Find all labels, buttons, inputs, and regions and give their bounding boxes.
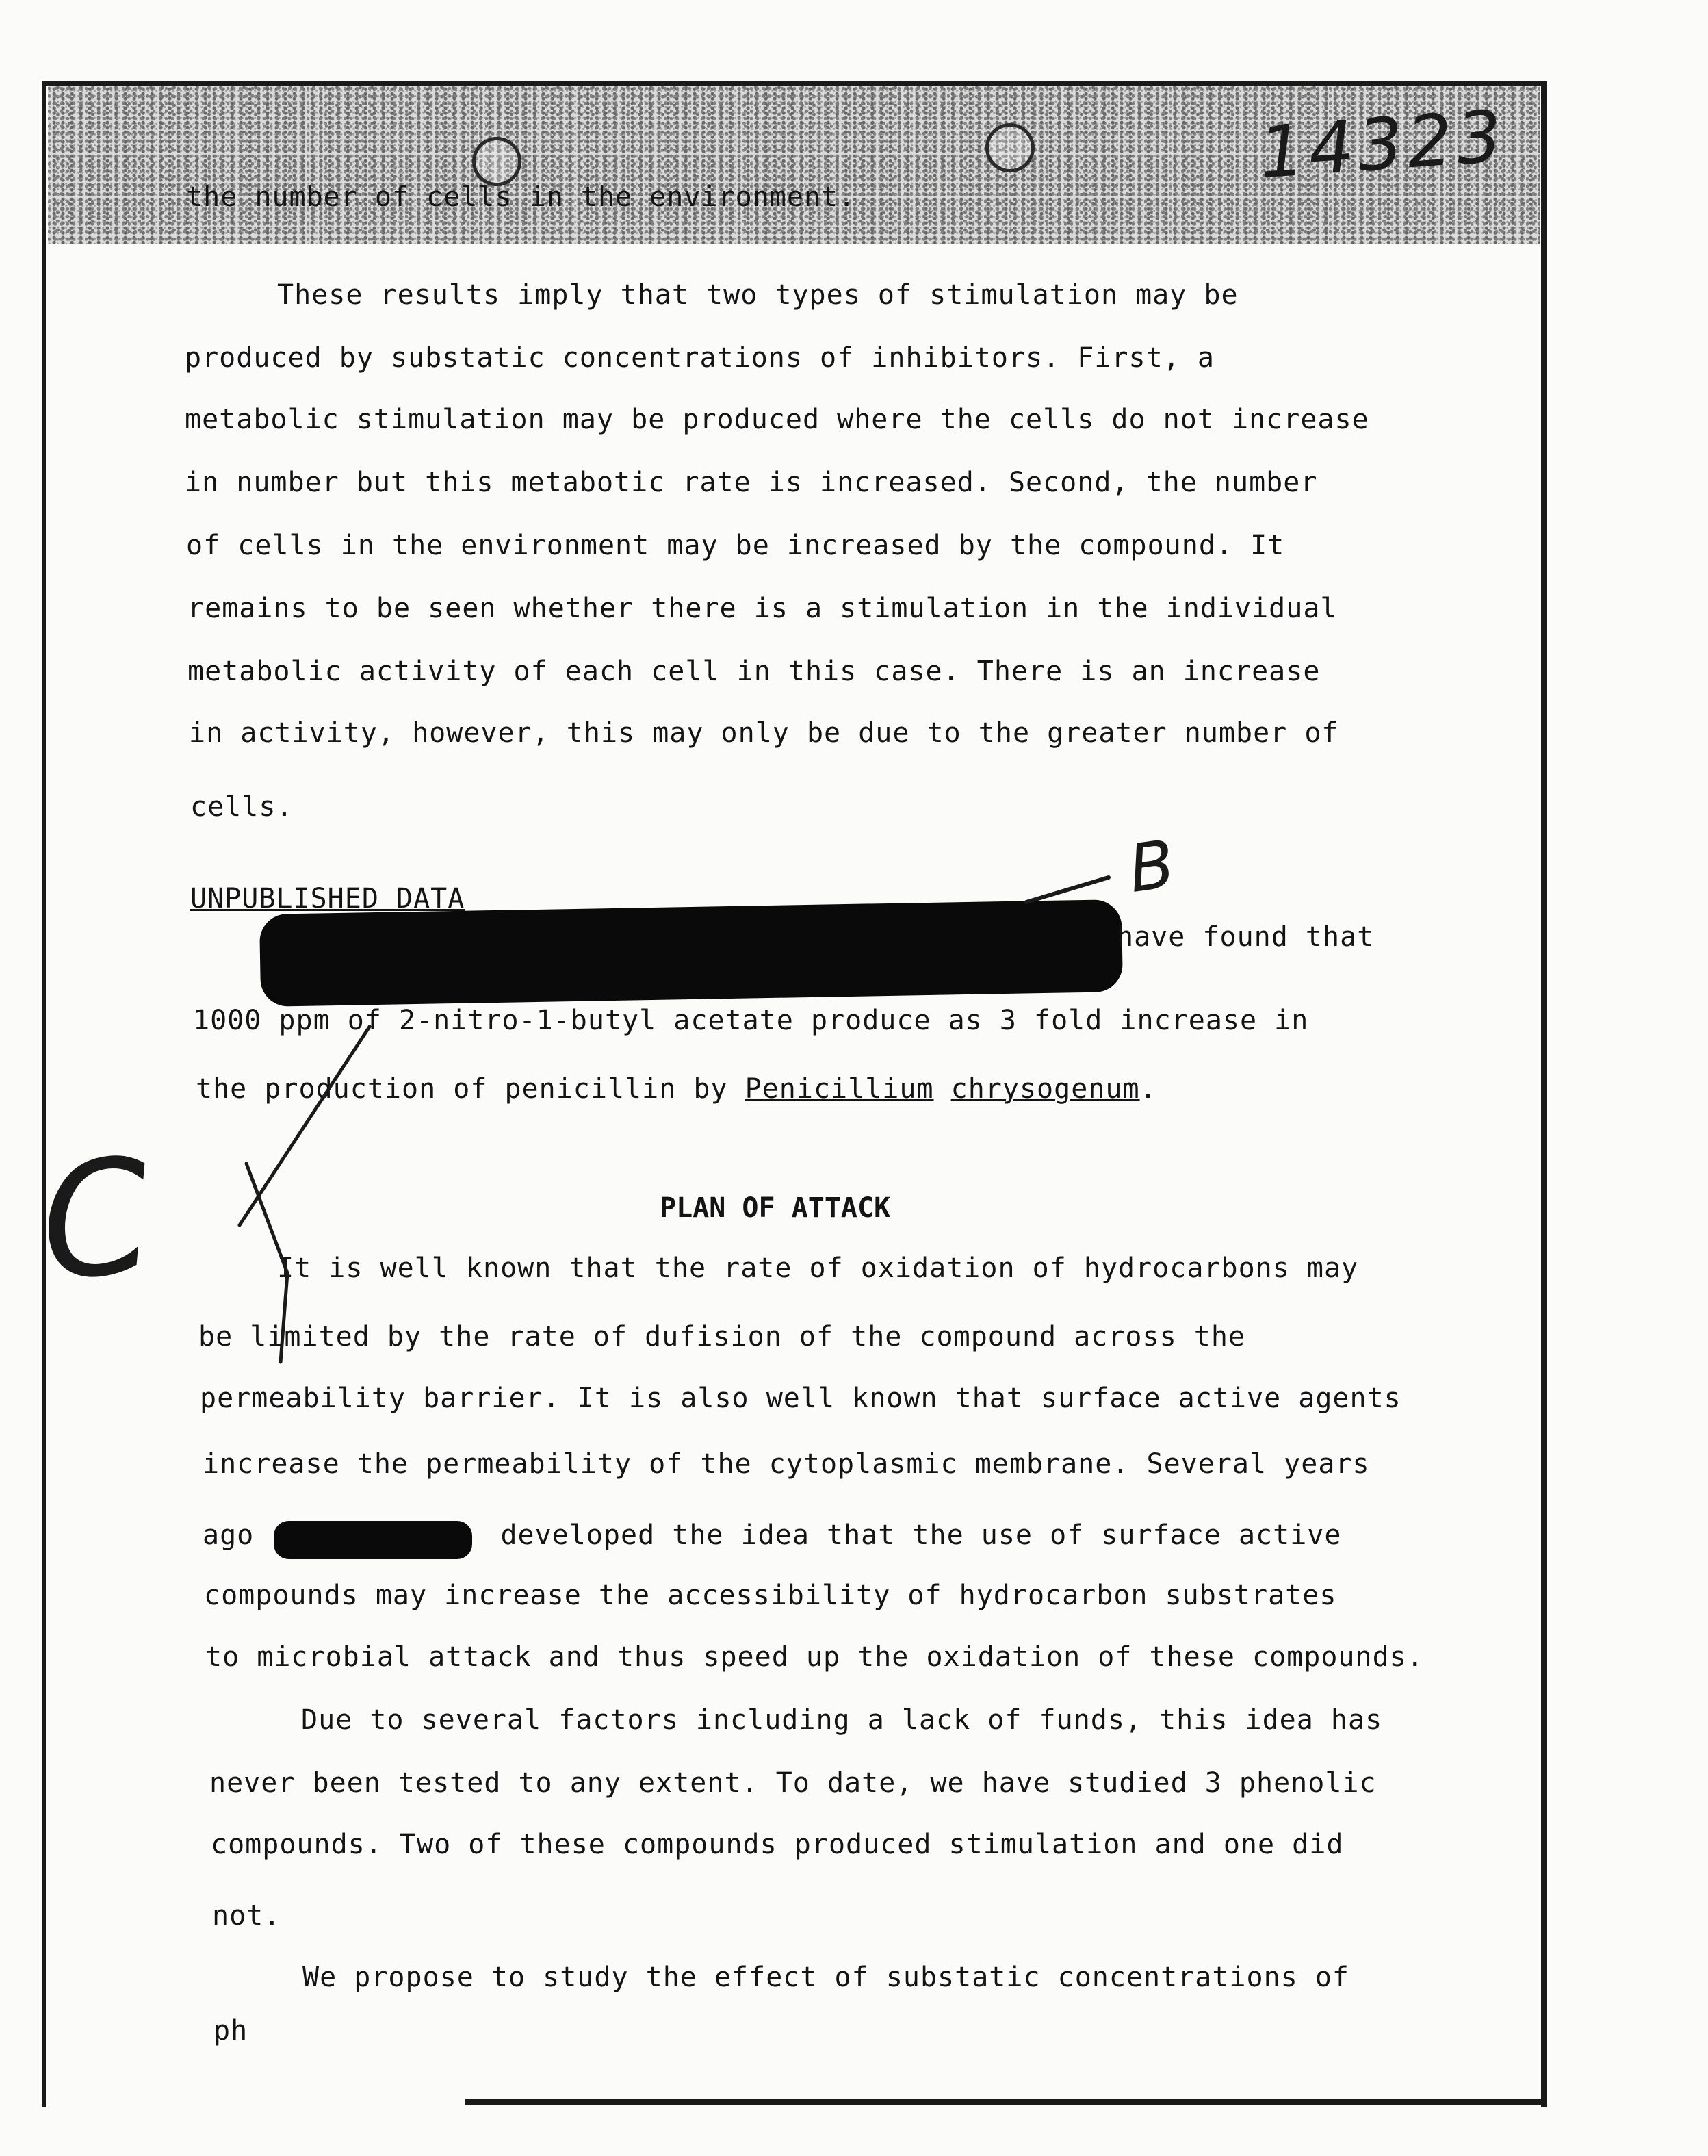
intro-line: the number of cells in the environment. [186, 181, 856, 213]
handwritten-reference-number: 14323 [1256, 94, 1509, 195]
plan-ago-word: ago [203, 1519, 255, 1551]
organism-genus: Penicillium [745, 1073, 934, 1105]
unpublished-line-3-prefix: the production of penicillin by [196, 1073, 745, 1105]
paragraph1-line-2: produced by substatic concentrations of inhibitors. First, a [185, 342, 1215, 374]
paragraph1-line-9: cells. [190, 791, 294, 823]
handwritten-letter-c: C [31, 1124, 161, 1318]
paragraph1-line-8: in activity, however, this may only be due to the greater number of [189, 717, 1339, 749]
plan-p2-line-2: never been tested to any extent. To date, we have studied 3 phenolic [209, 1767, 1377, 1799]
organism-species: chrysogenum [950, 1073, 1140, 1105]
scan-frame-top [42, 81, 1545, 86]
punch-hole-left [472, 137, 521, 186]
handwritten-letter-b: B [1124, 825, 1180, 908]
plan-p1-line-7: to microbial attack and thus speed up the oxidation of these compounds. [205, 1641, 1424, 1673]
paragraph1-line-1: These results imply that two types of stimulation may be [277, 279, 1239, 311]
plan-p3-line-2: ph [214, 2015, 248, 2046]
plan-p2-line-3: compounds. Two of these compounds produced stimulation and one did [211, 1829, 1344, 1860]
paragraph1-line-7: metabolic activity of each cell in this case. There is an increase [187, 656, 1321, 687]
punch-hole-right [985, 123, 1035, 172]
paragraph1-line-3: metabolic stimulation may be produced where the cells do not increase [185, 404, 1369, 435]
redaction-bar-names [259, 899, 1123, 1007]
paragraph1-line-5: of cells in the environment may be increased by the compound. It [186, 530, 1285, 561]
unpublished-line-1-suffix: have found that [1117, 921, 1375, 953]
plan-p1-line-1: It is well known that the rate of oxidation of hydrocarbons may [277, 1253, 1359, 1284]
unpublished-line-2: 1000 ppm of 2-nitro-1-butyl acetate produce as 3 fold increase in [193, 1005, 1309, 1036]
plan-p1-line-3: permeability barrier. It is also well known that surface active agents [200, 1383, 1401, 1414]
plan-p1-line-4: increase the permeability of the cytoplasmic membrane. Several years [203, 1448, 1370, 1480]
paragraph1-line-4: in number but this metabotic rate is increased. Second, the number [185, 467, 1318, 498]
plan-p1-line-2: be limited by the rate of dufision of the compound across the [198, 1321, 1246, 1352]
plan-of-attack-heading: PLAN OF ATTACK [660, 1192, 891, 1224]
unpublished-data-heading: UNPUBLISHED DATA [190, 883, 465, 914]
plan-p1-line-6: compounds may increase the accessibility of hydrocarbon substrates [204, 1580, 1337, 1611]
plan-p2-line-4: not. [212, 1900, 281, 1932]
plan-p3-line-1: We propose to study the effect of substatic concentrations of [302, 1962, 1350, 1993]
scan-frame-left [42, 81, 46, 2107]
plan-ago-rest: developed the idea that the use of surface active [500, 1519, 1342, 1551]
redaction-bar-author [274, 1521, 472, 1559]
unpublished-line-3-suffix: . [1139, 1073, 1157, 1105]
paragraph1-line-6: remains to be seen whether there is a stimulation in the individual [187, 593, 1338, 624]
plan-p2-line-1: Due to several factors including a lack of funds, this idea has [301, 1704, 1383, 1736]
unpublished-line-3 [196, 1073, 1157, 1105]
scan-frame-right [1541, 81, 1547, 2107]
scan-frame-bottom [465, 2099, 1547, 2105]
